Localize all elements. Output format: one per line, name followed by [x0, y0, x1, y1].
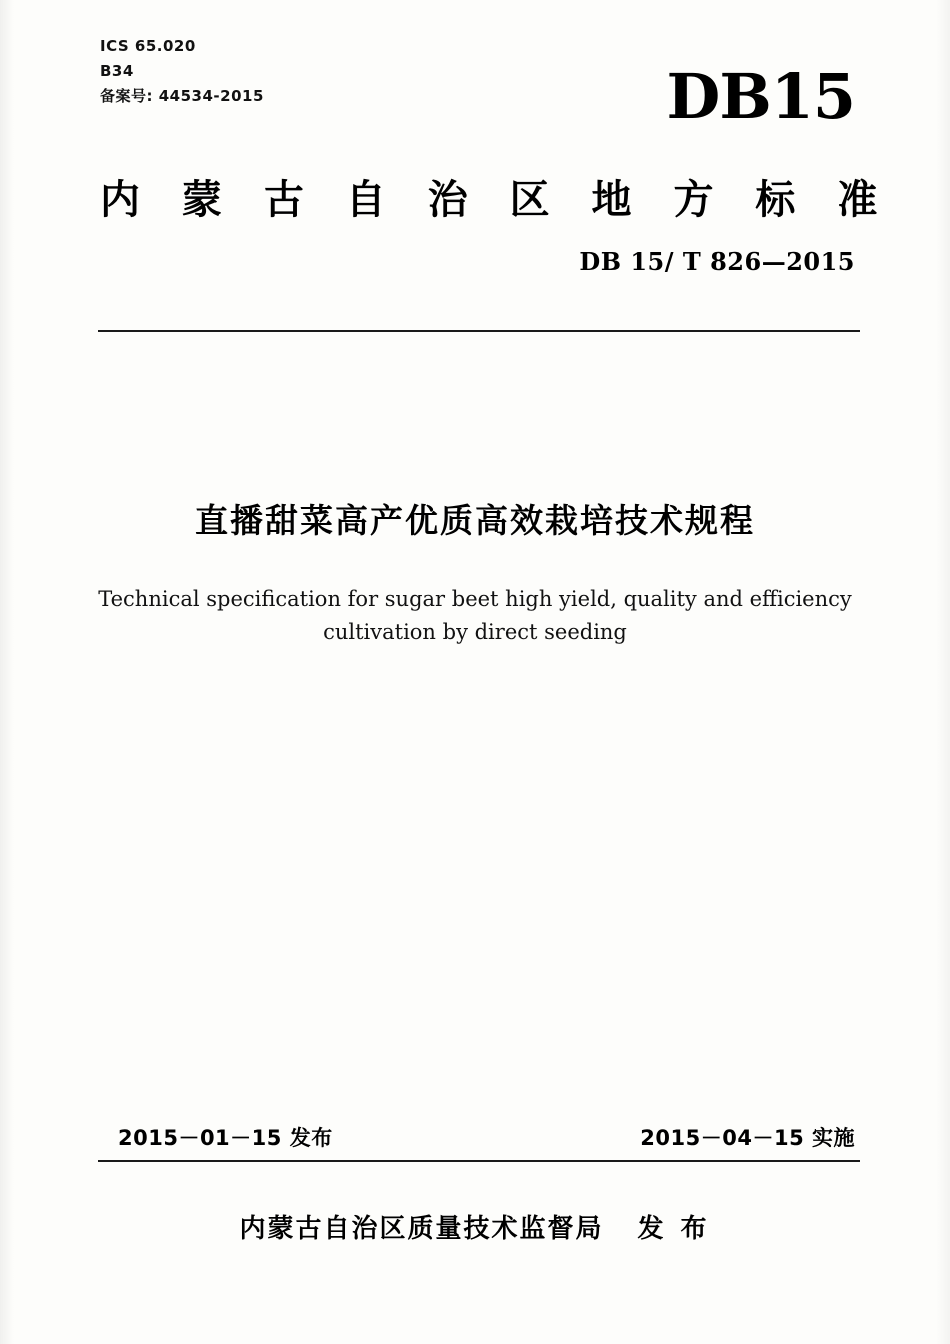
document-title-chinese: 直播甜菜高产优质高效栽培技术规程 — [195, 501, 755, 540]
footer-divider — [98, 1160, 860, 1162]
ics-code: ICS 65.020 — [100, 37, 196, 55]
document-title-english: Technical specification for sugar beet high yield, quality and efficiency cultivation by direct seeding — [98, 587, 852, 644]
issuing-authority-line — [0, 1208, 950, 1245]
issue-verb: 发 布 — [637, 1214, 711, 1244]
classification-code: B34 — [100, 62, 134, 80]
header-metadata-block — [100, 34, 264, 109]
issuing-authority: 内蒙古自治区质量技术监督局 — [239, 1214, 604, 1244]
standard-number: DB 15/ T 826—2015 — [579, 247, 855, 276]
header-divider — [98, 330, 860, 332]
standard-body-title: 内 蒙 古 自 治 区 地 方 标 准 — [100, 177, 892, 223]
effective-date: 2015－04－15 实施 — [640, 1126, 855, 1150]
issue-date: 2015－01－15 发布 — [118, 1126, 333, 1150]
record-number: 备案号: 44534-2015 — [100, 87, 264, 105]
series-logo: DB15 — [666, 60, 855, 133]
